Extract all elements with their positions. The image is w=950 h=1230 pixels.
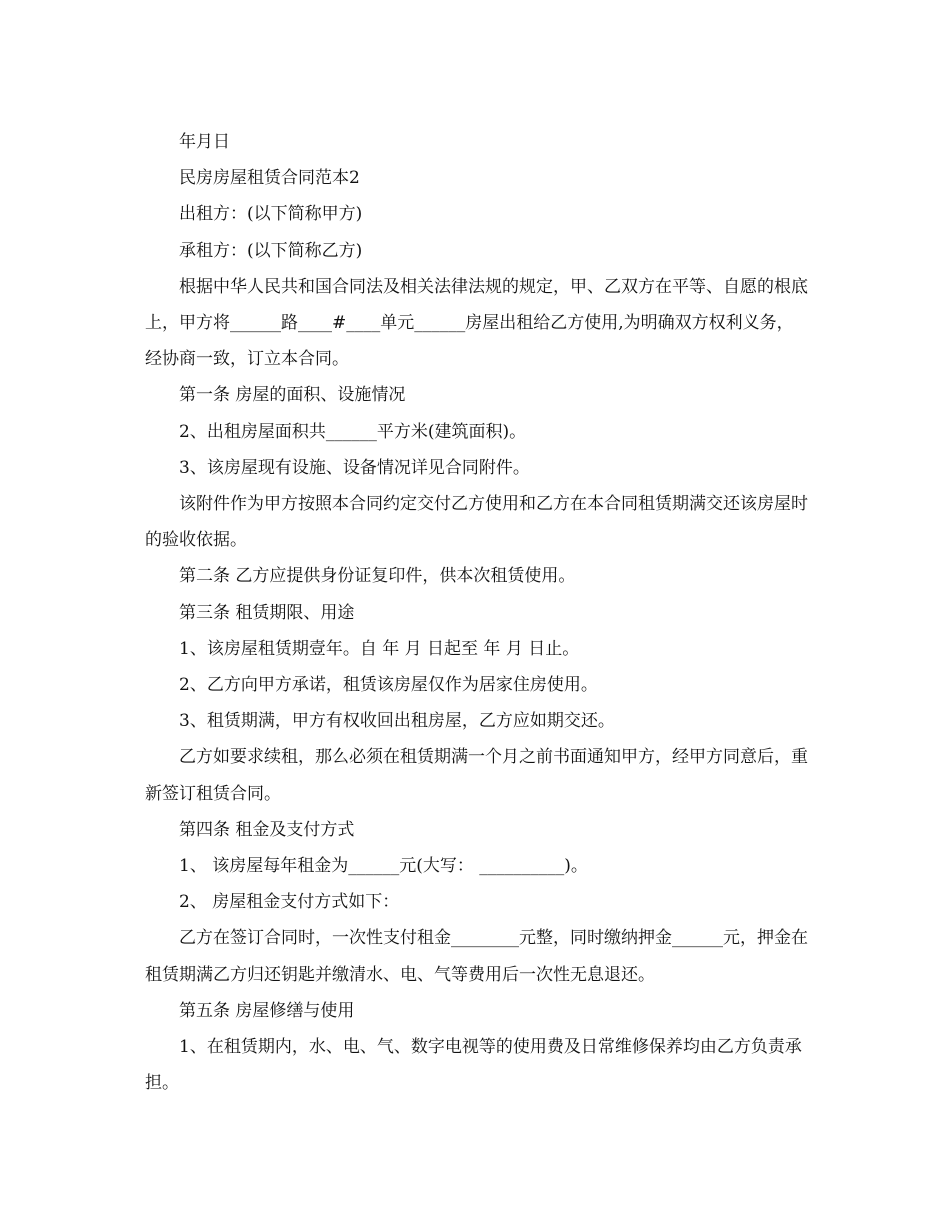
payment-paragraph: 乙方在签订合同时，一次性支付租金________元整，同时缴纳押金______元，押金在租赁期满乙方归还钥匙并缴清水、电、气等费用后一次性无息退还。 [145,928,808,985]
article-5-heading: 第五条 房屋修缮与使用 [179,1000,355,1021]
article-3-item-3: 3、租赁期满，甲方有权收回出租房屋，乙方应如期交还。 [179,711,615,732]
attachment-paragraph: 该附件作为甲方按照本合同约定交付乙方使用和乙方在本合同租赁期满交还该房屋时的验收依据。 [145,494,808,551]
article-1-heading: 第一条 房屋的面积、设施情况 [179,385,406,406]
article-3-heading: 第三条 租赁期限、用途 [179,602,355,623]
preamble-paragraph: 根据中华人民共和国合同法及相关法律法规的规定，甲、乙双方在平等、自愿的根底上，甲方将______路____#____单元______房屋出租给乙方使用,为明确双方权利义务，经协商一致，订立本合同。 [145,276,808,370]
lessor-line: 出租方：(以下简称甲方) [179,204,363,225]
article-1-item-2: 2、出租房屋面积共______平方米(建筑面积)。 [179,421,527,442]
document-body [145,124,810,1101]
date-line: 年月日 [179,132,230,152]
article-1-item-3: 3、该房屋现有设施、设备情况详见合同附件。 [179,457,530,478]
article-5-item-1: 1、在租赁期内，水、电、气、数字电视等的使用费及日常维修保养均由乙方负责承担。 [145,1037,802,1094]
article-3-item-1: 1、该房屋租赁期壹年。自 年 月 日起至 年 月 日止。 [179,638,580,659]
article-4-item-1: 1、 该房屋每年租金为______元(大写： __________)。 [179,856,588,877]
article-4-heading: 第四条 租金及支付方式 [179,819,355,840]
article-4-item-2: 2、 房屋租金支付方式如下： [179,892,400,913]
article-3-item-2: 2、乙方向甲方承诺，租赁该房屋仅作为居家住房使用。 [179,675,598,696]
renewal-paragraph: 乙方如要求续租，那么必须在租赁期满一个月之前书面通知甲方，经甲方同意后，重新签订租赁合同。 [145,747,808,804]
lessee-line: 承租方：(以下简称乙方) [179,240,363,261]
article-2-heading: 第二条 乙方应提供身份证复印件，供本次租赁使用。 [179,566,576,587]
contract-title: 民房房屋租赁合同范本2 [179,168,360,189]
